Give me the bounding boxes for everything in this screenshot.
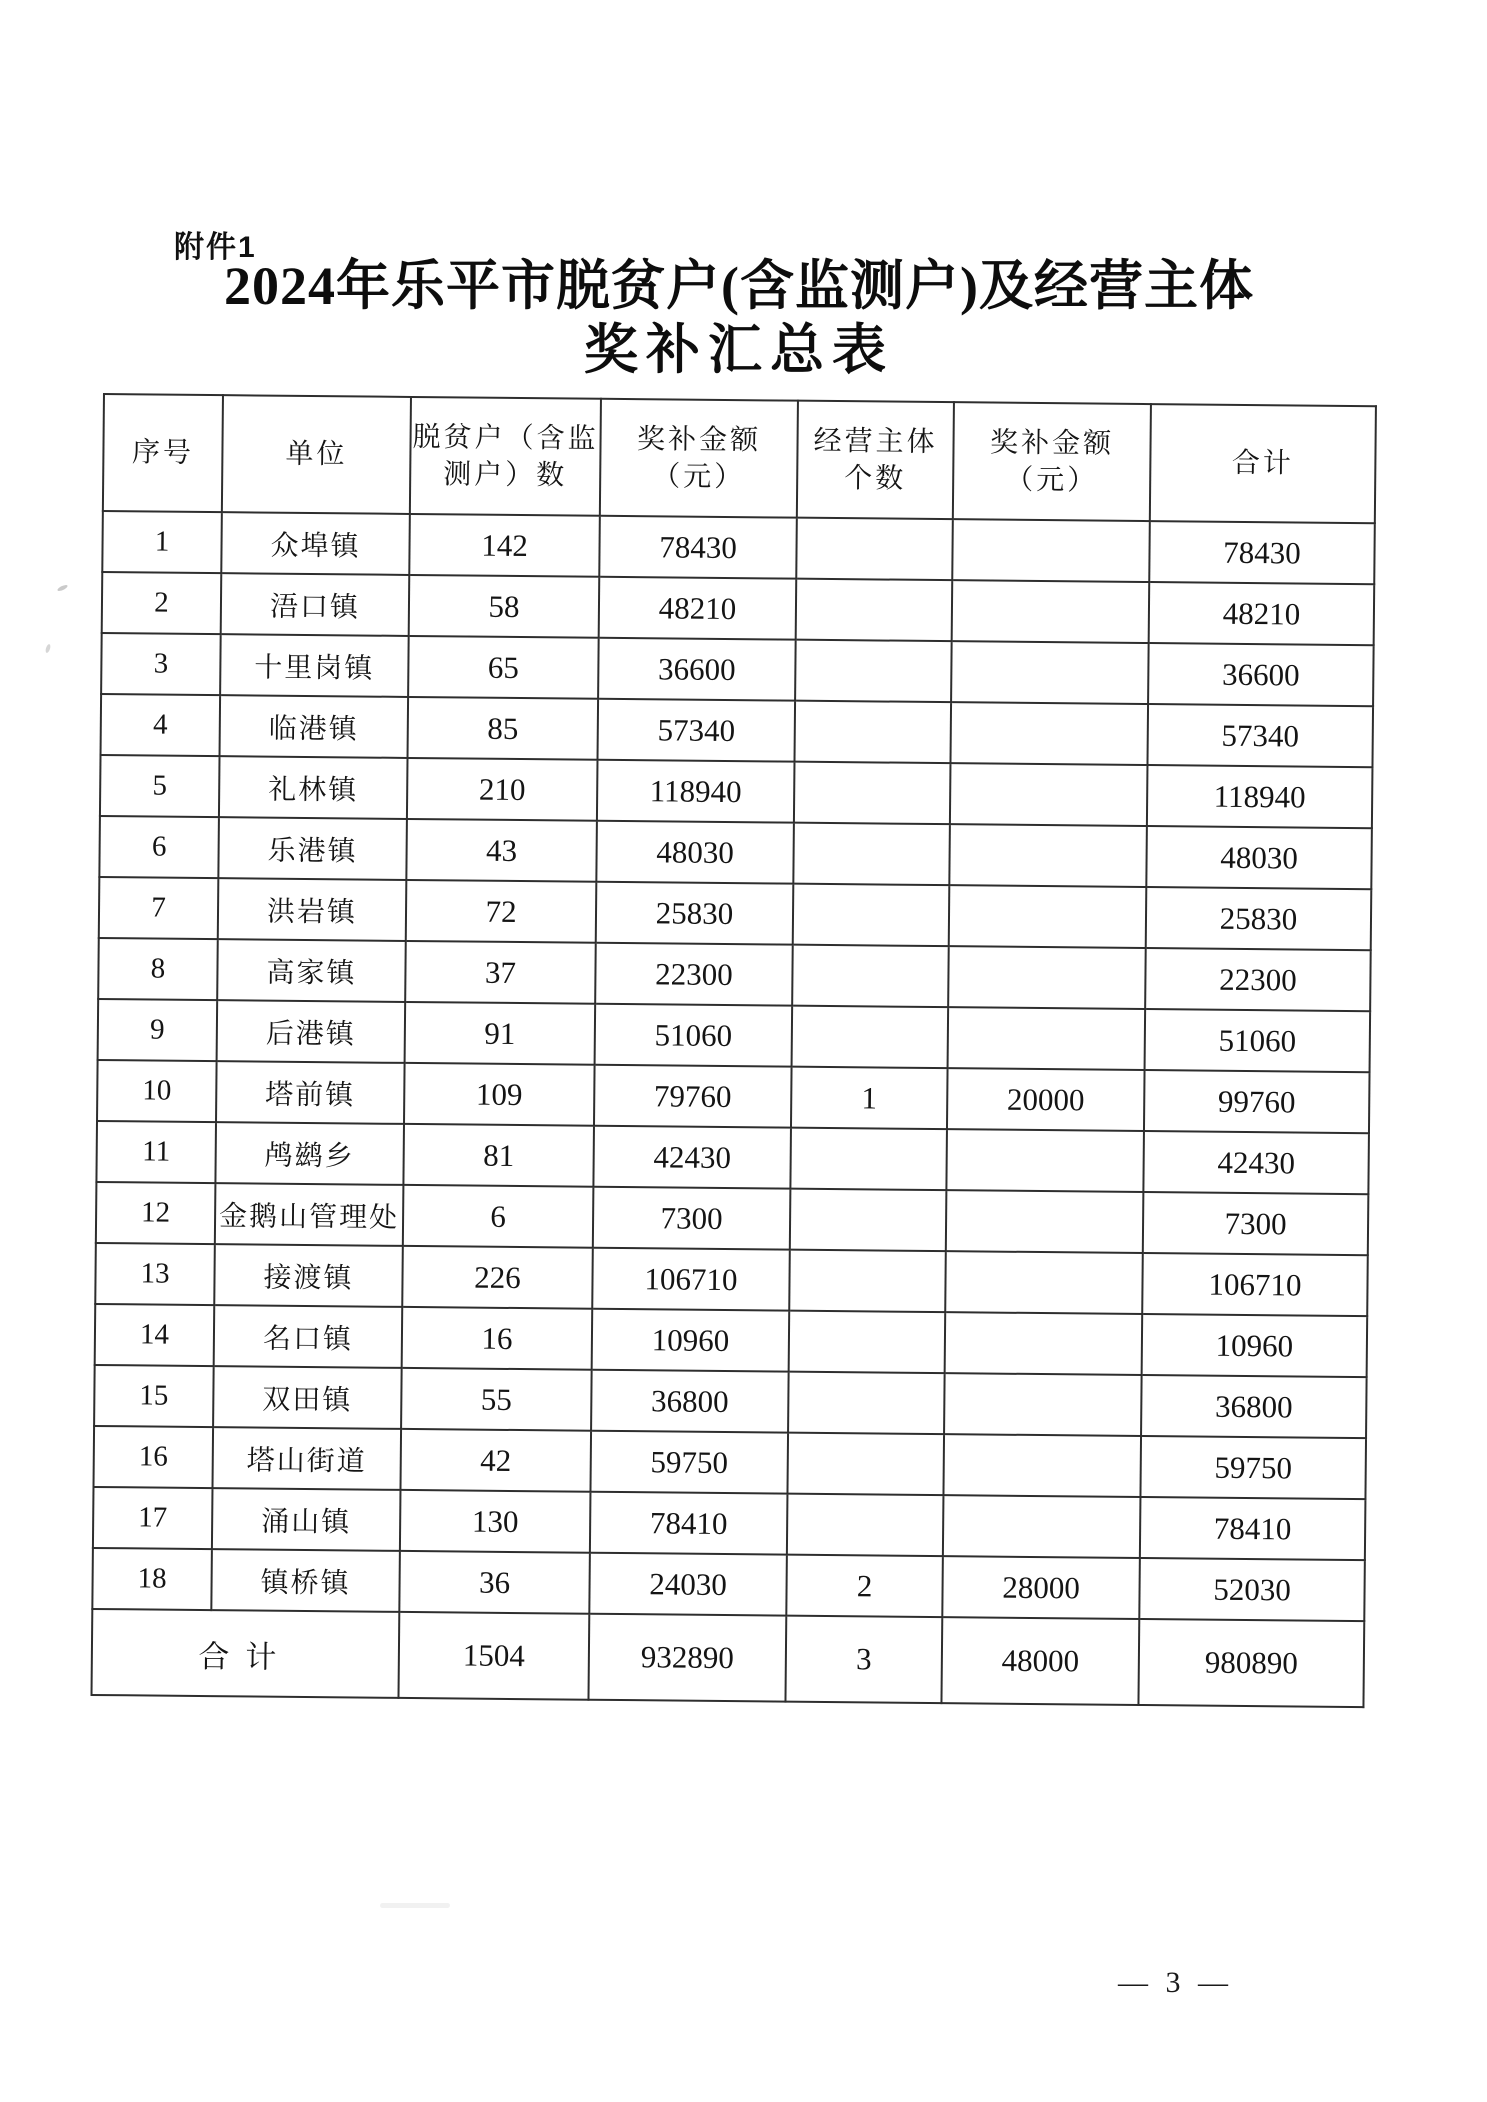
cell-unit: 名口镇: [214, 1305, 403, 1368]
cell-entities: [793, 823, 950, 885]
cell-entities: [789, 1250, 946, 1312]
cell-households: 37: [405, 941, 596, 1004]
cell-households: 58: [409, 575, 600, 638]
header-amount: 奖补金额 （元）: [600, 399, 798, 518]
cell-entities: [796, 579, 953, 641]
cell-amount: 22300: [595, 943, 793, 1006]
cell-seq: 1: [102, 511, 222, 573]
cell-households: 43: [406, 819, 597, 882]
header-entity-amount: 奖补金额 （元）: [953, 402, 1151, 521]
title-line-1: 2024年乐平市脱贫户(含监测户)及经营主体: [224, 256, 1254, 316]
cell-total: 52030: [1139, 1558, 1365, 1621]
cell-unit: 众埠镇: [221, 512, 410, 575]
cell-amount: 25830: [596, 882, 794, 945]
table-body: [92, 511, 1374, 1621]
cell-total: 106710: [1142, 1253, 1368, 1316]
table-head: [103, 394, 1376, 523]
cell-entities: [794, 762, 951, 824]
cell-entities: 2: [786, 1555, 943, 1617]
cell-entities: [796, 518, 953, 580]
total-cell-entity-amount: 48000: [941, 1617, 1139, 1705]
cell-households: 91: [405, 1002, 596, 1065]
cell-seq: 4: [101, 694, 221, 756]
cell-amount: 59750: [590, 1431, 788, 1494]
cell-seq: 18: [92, 1548, 212, 1610]
cell-entity-amount: [948, 1007, 1146, 1070]
cell-amount: 57340: [598, 699, 796, 762]
header-row: [103, 394, 1376, 523]
cell-unit: 鸬鹚乡: [215, 1122, 404, 1185]
cell-total: 42430: [1143, 1131, 1369, 1194]
cell-entity-amount: [949, 824, 1147, 887]
cell-households: 55: [401, 1368, 592, 1431]
cell-entities: [789, 1311, 946, 1373]
cell-entities: [787, 1433, 944, 1495]
table-foot: [92, 1609, 1365, 1707]
cell-total: 59750: [1140, 1436, 1366, 1499]
header-entities: 经营主体 个数: [797, 401, 954, 519]
cell-amount: 48210: [599, 577, 797, 640]
cell-households: 42: [400, 1429, 591, 1492]
cell-entity-amount: [952, 519, 1150, 582]
cell-seq: 13: [95, 1243, 215, 1305]
cell-households: 81: [403, 1124, 594, 1187]
cell-seq: 10: [97, 1060, 217, 1122]
cell-entity-amount: [949, 885, 1147, 948]
cell-seq: 12: [96, 1182, 216, 1244]
summary-table: [90, 393, 1376, 1708]
cell-seq: 11: [96, 1121, 216, 1183]
header-unit: 单位: [222, 395, 411, 514]
cell-entity-amount: 20000: [947, 1068, 1145, 1131]
cell-entity-amount: [946, 1190, 1144, 1253]
cell-entity-amount: [944, 1373, 1142, 1436]
total-cell-entities: 3: [785, 1616, 942, 1703]
cell-unit: 高家镇: [217, 939, 406, 1002]
cell-entities: [794, 701, 951, 763]
cell-amount: 7300: [593, 1187, 791, 1250]
summary-table-wrap: [90, 393, 1376, 1708]
cell-seq: 3: [101, 633, 221, 695]
cell-entity-amount: [950, 763, 1148, 826]
cell-households: 6: [403, 1185, 594, 1248]
cell-entity-amount: 28000: [942, 1556, 1140, 1619]
cell-amount: 48030: [596, 821, 794, 884]
cell-unit: 镇桥镇: [211, 1549, 400, 1612]
cell-total: 118940: [1147, 765, 1373, 828]
cell-seq: 8: [98, 938, 218, 1000]
total-cell-amount: 932890: [588, 1614, 786, 1702]
cell-households: 109: [404, 1063, 595, 1126]
cell-households: 85: [408, 697, 599, 760]
total-label: 合计: [92, 1609, 400, 1698]
cell-seq: 2: [102, 572, 222, 634]
cell-households: 65: [408, 636, 599, 699]
cell-entity-amount: [950, 702, 1148, 765]
header-total: 合计: [1150, 404, 1376, 523]
cell-seq: 15: [94, 1365, 214, 1427]
cell-amount: 36800: [591, 1370, 789, 1433]
cell-entities: [787, 1494, 944, 1556]
cell-total: 22300: [1145, 948, 1371, 1011]
cell-entity-amount: [945, 1312, 1143, 1375]
cell-unit: 浯口镇: [221, 573, 410, 636]
scan-speck: [45, 644, 52, 654]
cell-amount: 36600: [598, 638, 796, 701]
header-households: 脱贫户（含监 测户）数: [410, 397, 601, 516]
cell-unit: 临港镇: [220, 695, 409, 758]
cell-seq: 17: [93, 1487, 213, 1549]
cell-unit: 乐港镇: [218, 817, 407, 880]
cell-households: 142: [409, 514, 600, 577]
cell-entity-amount: [945, 1251, 1143, 1314]
cell-entities: [793, 884, 950, 946]
document-title: [103, 254, 1375, 382]
cell-seq: 7: [99, 877, 219, 939]
cell-entities: [792, 1006, 949, 1068]
cell-entities: [788, 1372, 945, 1434]
cell-amount: 10960: [592, 1309, 790, 1372]
cell-households: 226: [402, 1246, 593, 1309]
cell-total: 57340: [1147, 704, 1373, 767]
cell-amount: 106710: [592, 1248, 790, 1311]
cell-households: 130: [400, 1490, 591, 1553]
cell-amount: 78430: [599, 516, 797, 579]
cell-total: 48030: [1146, 826, 1372, 889]
cell-entity-amount: [948, 946, 1146, 1009]
cell-entities: 1: [791, 1067, 948, 1129]
cell-households: 36: [399, 1551, 590, 1614]
cell-entities: [790, 1128, 947, 1190]
scan-speck: [57, 584, 69, 592]
cell-entities: [790, 1189, 947, 1251]
cell-entity-amount: [951, 641, 1149, 704]
header-seq: 序号: [103, 394, 223, 512]
cell-entity-amount: [943, 1434, 1141, 1497]
cell-amount: 78410: [590, 1492, 788, 1555]
cell-unit: 礼林镇: [219, 756, 408, 819]
cell-entity-amount: [952, 580, 1150, 643]
scan-speck: [380, 1903, 450, 1908]
cell-total: 36800: [1141, 1375, 1367, 1438]
cell-unit: 洪岩镇: [218, 878, 407, 941]
cell-total: 99760: [1144, 1070, 1370, 1133]
cell-unit: 双田镇: [213, 1366, 402, 1429]
cell-amount: 118940: [597, 760, 795, 823]
cell-entity-amount: [943, 1495, 1141, 1558]
cell-entity-amount: [946, 1129, 1144, 1192]
attachment-label: 附件1: [174, 231, 257, 264]
cell-seq: 6: [99, 816, 219, 878]
total-cell-households: 1504: [398, 1612, 589, 1700]
cell-unit: 金鹅山管理处: [215, 1183, 404, 1246]
cell-amount: 79760: [594, 1065, 792, 1128]
page-number: — 3 —: [1118, 1966, 1233, 1999]
cell-households: 16: [402, 1307, 593, 1370]
cell-seq: 5: [100, 755, 220, 817]
cell-seq: 14: [95, 1304, 215, 1366]
cell-unit: 接渡镇: [214, 1244, 403, 1307]
cell-households: 210: [407, 758, 598, 821]
cell-entities: [795, 640, 952, 702]
cell-unit: 塔山街道: [212, 1427, 401, 1490]
cell-unit: 后港镇: [217, 1000, 406, 1063]
cell-total: 7300: [1143, 1192, 1369, 1255]
cell-total: 48210: [1149, 582, 1375, 645]
cell-amount: 24030: [589, 1553, 787, 1616]
cell-unit: 塔前镇: [216, 1061, 405, 1124]
cell-total: 25830: [1146, 887, 1372, 950]
cell-unit: 十里岗镇: [220, 634, 409, 697]
cell-seq: 16: [93, 1426, 213, 1488]
cell-total: 10960: [1142, 1314, 1368, 1377]
cell-amount: 42430: [593, 1126, 791, 1189]
cell-unit: 涌山镇: [212, 1488, 401, 1551]
cell-total: 78430: [1149, 521, 1375, 584]
cell-total: 78410: [1140, 1497, 1366, 1560]
cell-households: 72: [406, 880, 597, 943]
cell-entities: [792, 945, 949, 1007]
cell-total: 51060: [1145, 1009, 1371, 1072]
cell-total: 36600: [1148, 643, 1374, 706]
cell-seq: 9: [98, 999, 218, 1061]
total-cell-total: 980890: [1138, 1619, 1364, 1707]
total-row: [92, 1609, 1365, 1707]
title-line-2: 奖补汇总表: [584, 320, 894, 380]
cell-amount: 51060: [595, 1004, 793, 1067]
